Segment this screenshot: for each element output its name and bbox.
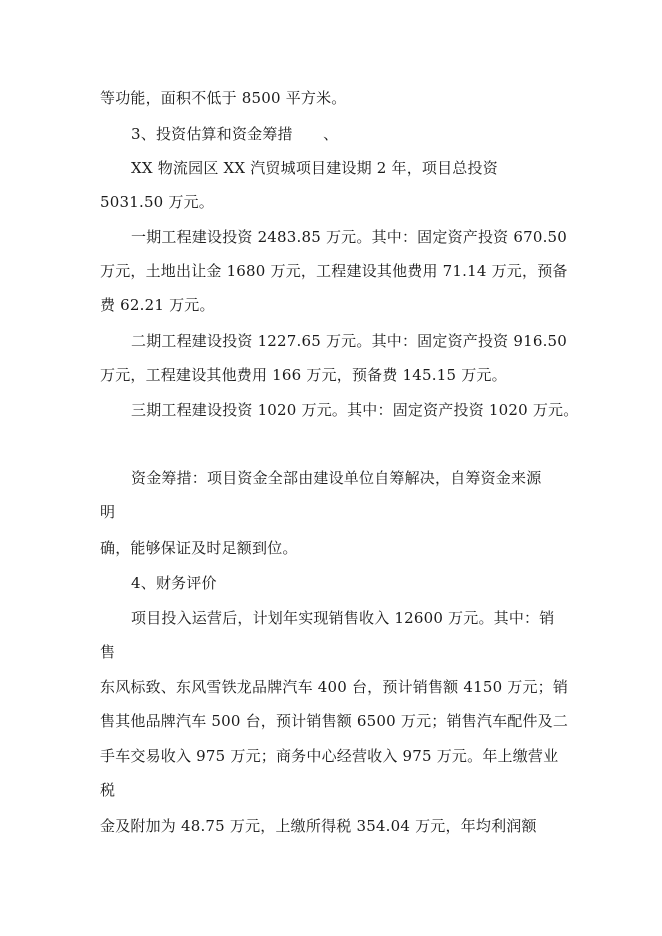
text-line: 售 bbox=[100, 643, 116, 661]
section-heading: 3、投资估算和资金筹措 、 bbox=[131, 125, 339, 143]
text-line: 一期工程建设投资 2483.85 万元。其中：固定资产投资 670.50 bbox=[131, 228, 568, 246]
text-line: 确，能够保证及时足额到位。 bbox=[100, 539, 298, 557]
text-line: 三期工程建设投资 1020 万元。其中：固定资产投资 1020 万元。 bbox=[131, 401, 579, 419]
text-line: 二期工程建设投资 1227.65 万元。其中：固定资产投资 916.50 bbox=[131, 332, 568, 350]
text-line: 万元，土地出让金 1680 万元，工程建设其他费用 71.14 万元，预备 bbox=[100, 262, 568, 280]
text-line: 项目投入运营后，计划年实现销售收入 12600 万元。其中：销 bbox=[131, 609, 555, 627]
text-line: 万元，工程建设其他费用 166 万元，预备费 145.15 万元。 bbox=[100, 366, 507, 384]
text-line: 手车交易收入 975 万元；商务中心经营收入 975 万元。年上缴营业 bbox=[100, 747, 559, 765]
text-line: 等功能，面积不低于 8500 平方米。 bbox=[100, 89, 347, 107]
text-line: 售其他品牌汽车 500 台，预计销售额 6500 万元；销售汽车配件及二 bbox=[100, 712, 569, 730]
text-line: 5031.50 万元。 bbox=[100, 193, 214, 211]
text-line: XX 物流园区 XX 汽贸城项目建设期 2 年，项目总投资 bbox=[131, 159, 498, 177]
section-heading: 4、财务评价 bbox=[131, 574, 217, 592]
text-line: 金及附加为 48.75 万元，上缴所得税 354.04 万元，年均利润额 bbox=[100, 817, 537, 835]
text-line: 资金筹措：项目资金全部由建设单位自筹解决，自筹资金来源 bbox=[131, 469, 542, 487]
text-line: 税 bbox=[100, 781, 116, 799]
text-line: 明 bbox=[100, 503, 116, 521]
text-line: 东风标致、东风雪铁龙品牌汽车 400 台，预计销售额 4150 万元；销 bbox=[100, 678, 569, 696]
text-line: 费 62.21 万元。 bbox=[100, 296, 215, 314]
